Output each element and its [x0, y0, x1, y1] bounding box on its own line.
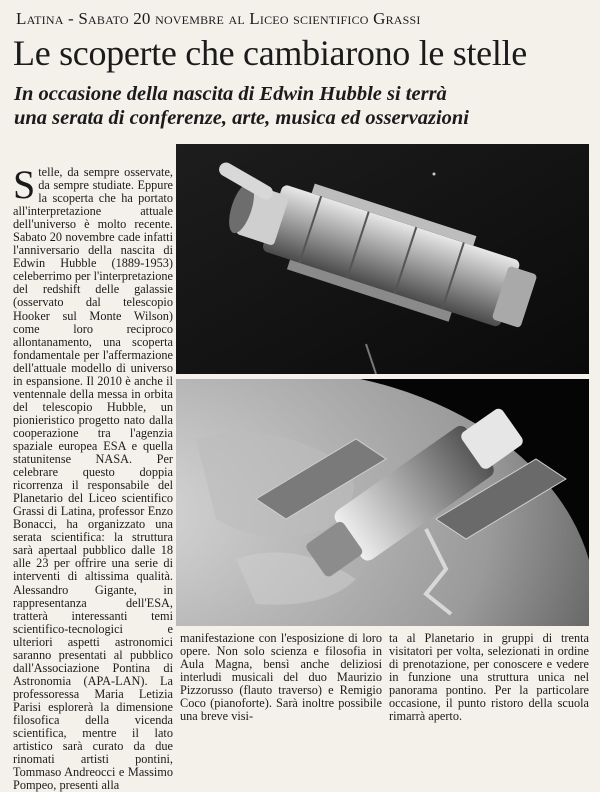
left-column-text: telle, da sempre osservate, da sempre studiate. Eppure la scoperta che ha portato all'interpretazione attuale dell'universo è molto recente. Sabato 20 novembre cade infatti l'anniversario della nascita di Edwin Hubble (1889-1953) celeberrimo per l'interpretazione del redshift delle galassie (osservato dal telescopio Hooker sul Monte Wilson) come loro reciproco allontanamento, una scoperta fondamentale per l'affermazione dell'attuale modello di universo in espansione. Il 2010 è anche il ventennale della messa in orbita del telescopio Hubble, un pionieristico progetto nato dalla cooperazione tra l'agenzia spaziale europea ESA e quella statunitense NASA. Per celebrare questo doppia ricorrenza il responsabile del Planetario del Liceo scientifico Grassi di Latina, professor Enzo Bonacci, ha organizzato una serata scientifica: la struttura sarà apertaal pubblico dalle 18 alle 23 per offrire una serie di interventi di altissima qualità. Alessandro Gigante, in rappresentanza dell'ESA, tratterà interessanti temi scientifico-tecnologici e ulteriori aspetti astronomici saranno presentati al pubblico dall'Associazione Pontina di Astronomia (APA-LAN). La professoressa Maria Letizia Parisi esplorerà la dimensione filosofica della vicenda scientifica, mentre il lato artistico sarà curato da due rinomati artisti pontini, Tommaso Andreocci e Massimo Pompeo, presenti alla [13, 165, 173, 792]
article-body-bottom-column-2: ta al Planetario in gruppi di trenta visitatori per volta, selezionati in ordine di prenotazione, per conoscere e vedere in funzione una struttura unica nel panorama pontino. Per la particolare occasione, il punto ristoro della scuola rimarrà aperto. [389, 631, 589, 724]
hubble-telescope-illustration [176, 144, 589, 374]
article-body-bottom-column-1: manifestazione con l'esposizione di loro opere. Non solo scienza e filosofia in Aula Magna, bensì anche deliziosi interludi musicali del duo Maurizio Pizzorusso (flauto traverso) e Remigio Coco (pianoforte). Sarà inoltre possibile una breve visi- [180, 631, 382, 724]
subheadline-line-2: una serata di conferenze, arte, musica ed osservazioni [14, 107, 469, 129]
drop-cap: S [13, 162, 36, 207]
article-headline: Le scoperte che cambiarono le stelle [13, 33, 527, 73]
article-subheadline [14, 82, 594, 130]
article-kicker: Latina - Sabato 20 novembre al Liceo scientifico Grassi [16, 9, 421, 28]
hubble-telescope-photo [176, 144, 589, 374]
hubble-over-earth-photo [176, 379, 589, 626]
article-body-left-column [13, 162, 173, 792]
subheadline-line-1: In occasione della nascita di Edwin Hubble si terrà [14, 83, 447, 105]
hubble-earth-illustration [176, 379, 589, 626]
